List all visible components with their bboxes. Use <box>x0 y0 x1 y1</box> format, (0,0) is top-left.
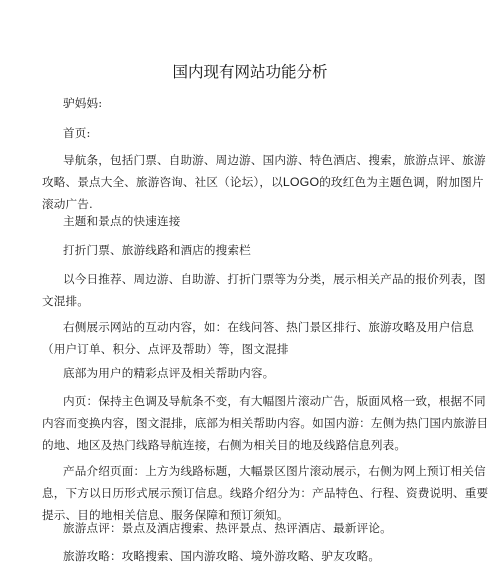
right-side-line-1: 右侧展示网站的互动内容，如：在线问答、热门景区排行、旅游攻略及用户信息 <box>63 320 475 334</box>
reviews-text: 旅游点评：景点及酒店搜索、热评景点、热评酒店、最新评论。 <box>63 521 392 535</box>
product-page-line-1: 产品介绍页面：上方为线路标题，大幅景区图片滚动展示，右侧为网上预订相关信 <box>63 464 486 478</box>
right-side-paragraph <box>42 316 475 360</box>
salutation-text: 驴妈妈: <box>63 96 103 110</box>
search-bar-text: 打折门票、旅游线路和酒店的搜索栏 <box>63 243 251 257</box>
nav-line-2-start: 攻略、景点大全、旅游咨询、社区（论坛），以 <box>42 175 283 189</box>
homepage-heading <box>63 122 449 144</box>
theme-paragraph <box>63 210 449 232</box>
product-page-line-2: 息，下方以日历形式展示预订信息。线路介绍分为：产品特色、行程、资费说明、重要 <box>42 486 489 500</box>
product-page-line-3: 提示、目的地相关信息、服务保障和预订须知。 <box>42 508 289 522</box>
nav-line-2-end: 的玫红色为主题色调，附加图片 <box>319 175 484 189</box>
reviews-paragraph <box>63 517 449 539</box>
inner-page-paragraph <box>42 390 489 456</box>
inner-page-line-3: 的地、地区及热门线路导航连接，右侧为相关目的地及线路信息列表。 <box>42 438 407 452</box>
recommend-paragraph <box>42 268 486 312</box>
homepage-heading-text: 首页: <box>63 126 91 140</box>
logo-word: LOGO <box>282 175 320 189</box>
inner-page-line-2: 内容而变换内容，图文混排，底部为相关帮助内容。如国内游：左侧为热门国内旅游目 <box>42 416 489 430</box>
recommend-line-2: 文混排。 <box>42 294 89 308</box>
bottom-paragraph <box>63 362 449 384</box>
nav-paragraph <box>42 149 486 215</box>
nav-line-1: 导航条，包括门票、自助游、周边游、国内游、特色酒店、搜索，旅游点评、旅游 <box>63 153 486 167</box>
theme-text: 主题和景点的快速连接 <box>63 214 181 228</box>
search-bar-paragraph <box>63 239 449 261</box>
inner-page-line-1: 内页：保持主色调及导航条不变，有大幅图片滚动广告，版面风格一致，根据不同 <box>63 394 486 408</box>
bottom-text: 底部为用户的精彩点评及相关帮助内容。 <box>63 366 275 380</box>
recommend-line-1: 以今日推荐、周边游、自助游、打折门票等为分类，展示相关产品的报价列表，图 <box>63 272 486 286</box>
guides-paragraph <box>63 545 449 567</box>
right-side-line-2: （用户订单、积分、点评及帮助）等，图文混排 <box>42 342 289 356</box>
nav-line-3: 滚动广告. <box>42 197 93 211</box>
guides-text: 旅游攻略：攻略搜索、国内游攻略、境外游攻略、驴友攻略。 <box>63 549 381 563</box>
document-title: 国内现有网站功能分析 <box>172 63 328 81</box>
nav-line-2 <box>42 171 484 193</box>
salutation <box>63 92 449 114</box>
